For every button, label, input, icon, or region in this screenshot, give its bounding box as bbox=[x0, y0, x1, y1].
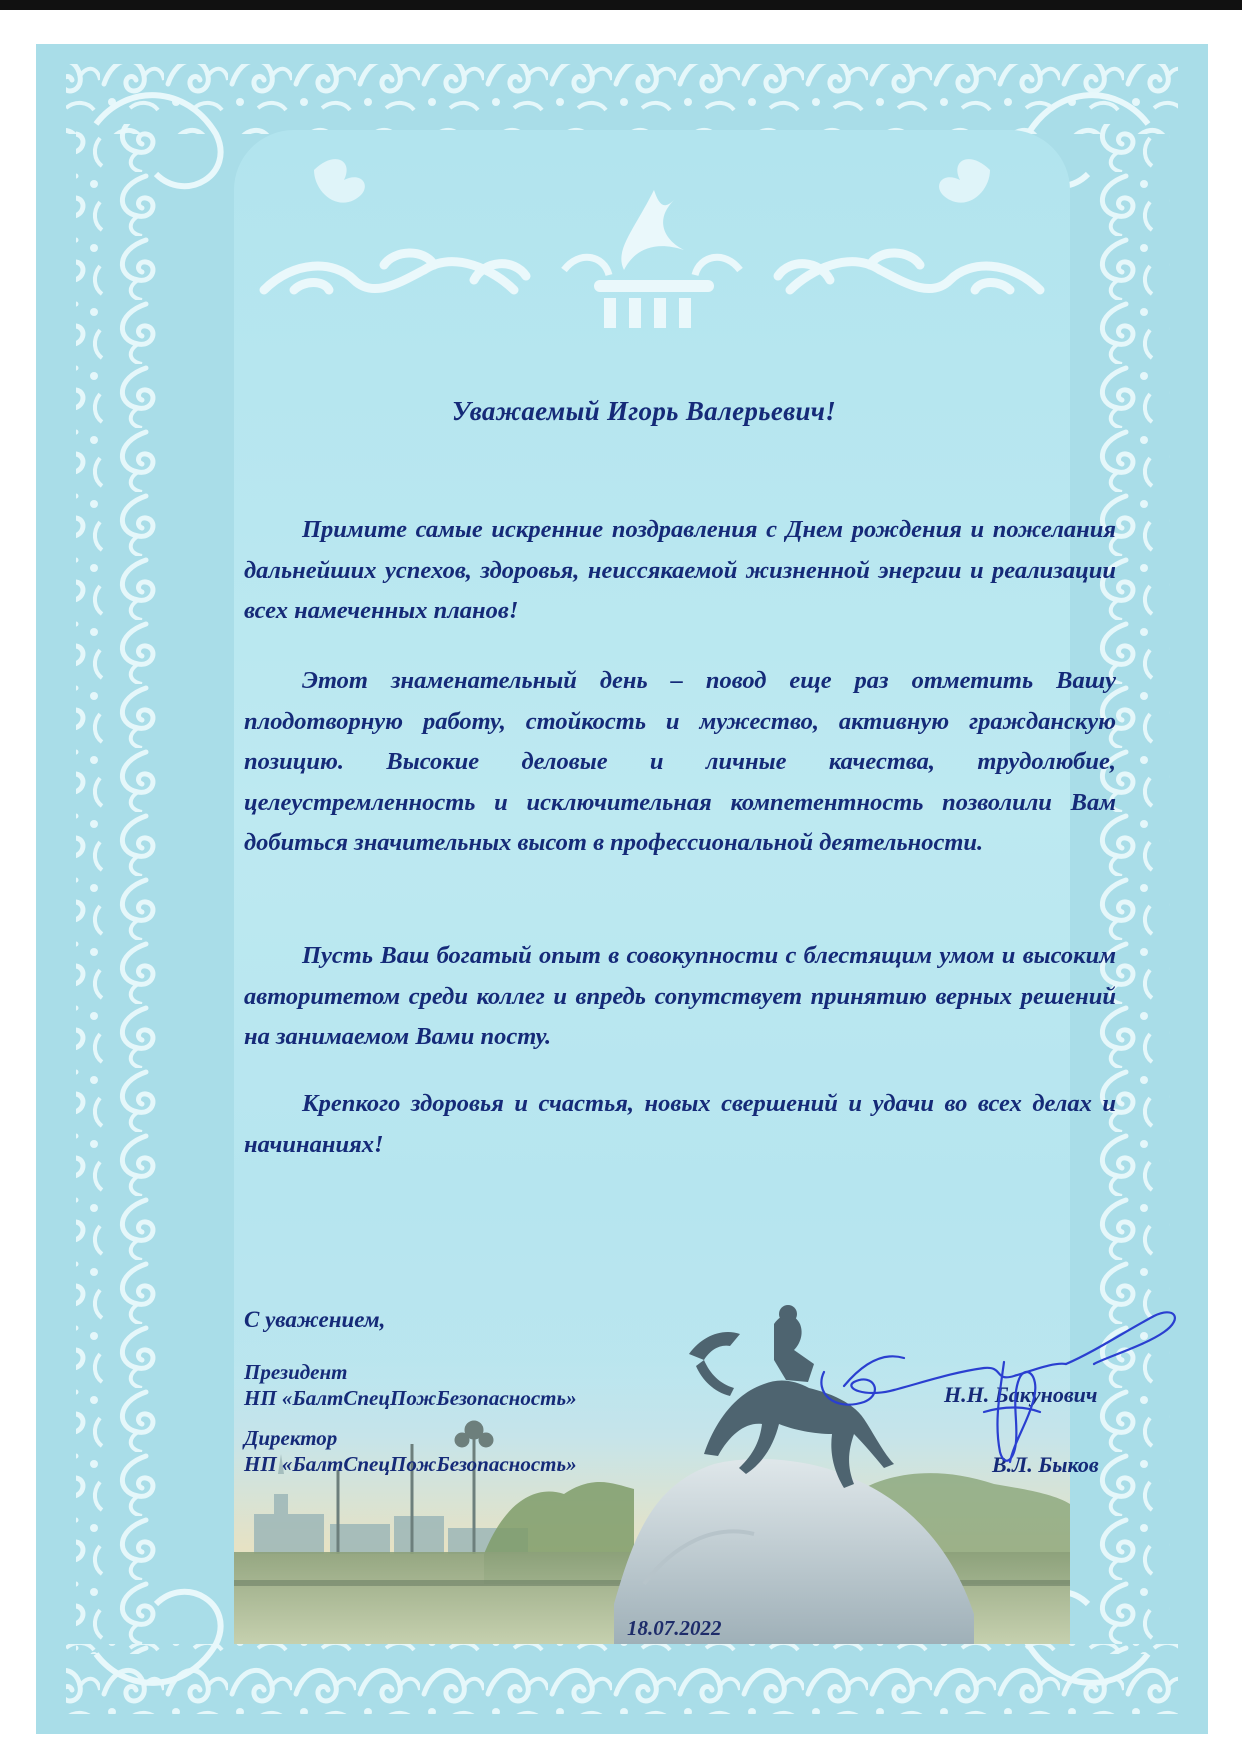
signatory-block-president bbox=[244, 1359, 577, 1411]
signatory-name-president: Н.Н. Бакунович bbox=[944, 1382, 1098, 1407]
paragraph-merits: Этот знаменательный день – повод еще раз отметить Вашу плодотворную работу, стойкость и мужество, активную гражданскую позицию. Высокие деловые и личные качества, трудолюбие, целеустремленность и исключительная компетентность позволили Вам добиться значительных высот в профессиональной деятельности. bbox=[244, 667, 1116, 856]
certificate-sheet bbox=[36, 44, 1208, 1734]
signatory-organization: НП «БалтСпецПожБезопасность» bbox=[244, 1452, 577, 1476]
salutation: Уважаемый Игорь Валерьевич! bbox=[451, 396, 837, 426]
signatory-block-director bbox=[244, 1425, 577, 1477]
header-ornament bbox=[234, 130, 1070, 380]
signatory-name-director: В.Л. Быков bbox=[992, 1452, 1099, 1477]
paragraph-closing-wishes: Крепкого здоровья и счастья, новых свершений и удачи во всех делах и начинаниях! bbox=[244, 1090, 1116, 1158]
signatory-organization: НП «БалтСпецПожБезопасность» bbox=[244, 1386, 577, 1410]
letter-date: 18.07.2022 bbox=[627, 1616, 722, 1640]
handwritten-signature bbox=[804, 1302, 1208, 1472]
paragraph-congratulations: Примите самые искренние поздравления с Днем рождения и пожелания дальнейших успехов, здоровья, неиссякаемой жизненной энергии и реализации всех намеченных планов! bbox=[244, 516, 1116, 624]
signatory-position: Президент bbox=[244, 1360, 348, 1384]
scan-edge bbox=[0, 0, 1242, 10]
paragraph-wishes: Пусть Ваш богатый опыт в совокупности с блестящим умом и высоким авторитетом среди коллег и впредь сопутствует принятию верных решений на занимаемом Вами посту. bbox=[244, 942, 1116, 1050]
closing-phrase: С уважением, bbox=[244, 1307, 386, 1332]
signatory-position: Директор bbox=[244, 1426, 338, 1450]
